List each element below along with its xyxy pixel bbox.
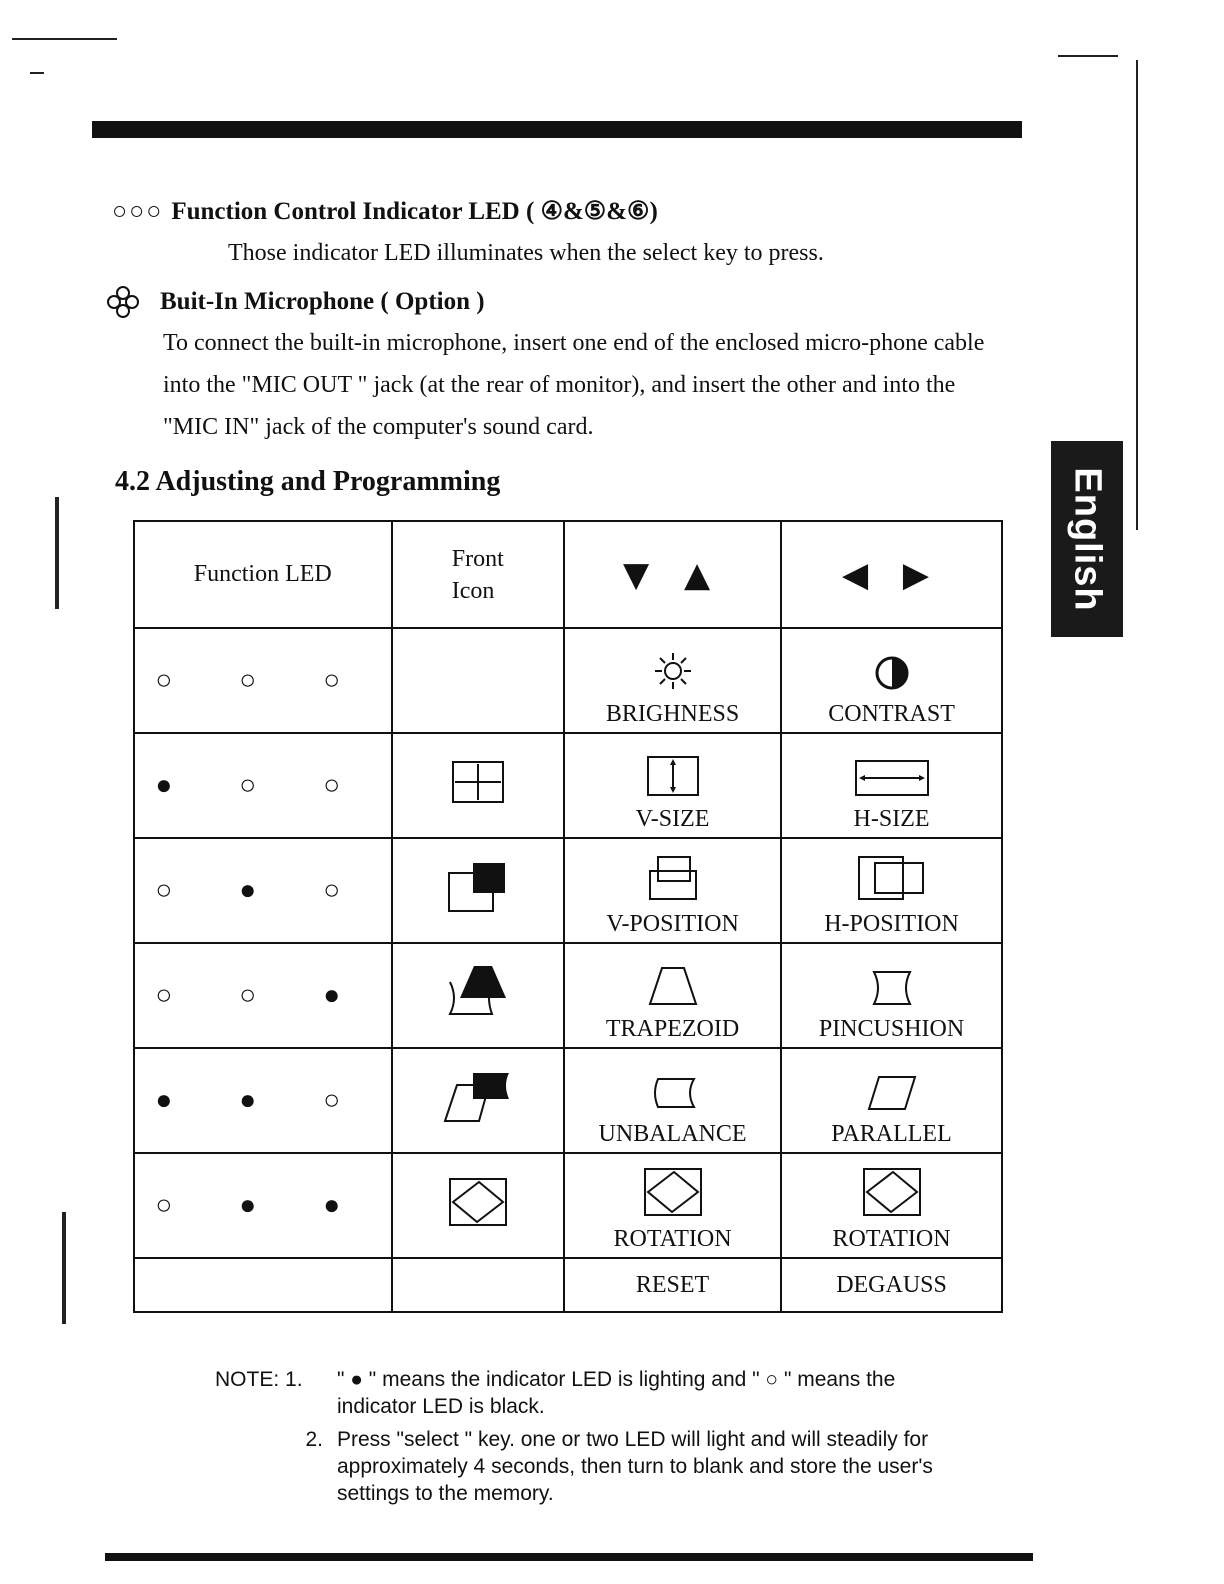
parallel-unbalance-icon — [443, 1071, 513, 1123]
header-front-icon-label: Front Icon — [451, 545, 504, 604]
front-icon-cell — [392, 943, 565, 1048]
front-icon-cell — [392, 1258, 565, 1312]
note-number: 2. — [305, 1428, 323, 1451]
unbalance-icon — [650, 1075, 696, 1111]
table-row — [134, 943, 1002, 1048]
v-position-icon — [648, 855, 698, 901]
note-text: Press "select " key. one or two LED will light and will steadily for approximately 4 seconds, then turn to blank and store the user's settings to the memory. — [337, 1428, 933, 1505]
led-state: ○ ○ ● — [134, 943, 392, 1048]
header-rule — [92, 121, 1022, 138]
position-icon — [447, 861, 509, 913]
reset-cell: RESET — [564, 1258, 781, 1312]
led-state: ● ● ○ — [134, 1048, 392, 1153]
updown-cell — [564, 943, 781, 1048]
half-circle-icon — [874, 655, 910, 691]
updown-label: UNBALANCE — [598, 1121, 747, 1147]
header-updown-arrows: ▼ ▲ — [564, 521, 781, 628]
updown-cell — [564, 1153, 781, 1258]
page-edge-line — [1136, 60, 1138, 530]
updown-label: ROTATION — [613, 1226, 732, 1252]
front-icon-cell — [392, 838, 565, 943]
header-function-led: Function LED — [134, 521, 392, 628]
note-label: NOTE: — [215, 1368, 280, 1391]
leftright-label: H-SIZE — [853, 806, 930, 832]
microphone-icon — [106, 285, 140, 319]
binding-mark-1 — [55, 497, 59, 609]
trapezoid-icon — [648, 966, 698, 1006]
updown-cell — [564, 1048, 781, 1153]
size-cross-icon — [452, 761, 504, 803]
adjust-table — [133, 520, 1003, 1313]
note-item — [215, 1366, 975, 1420]
led-state: ● ○ ○ — [134, 733, 392, 838]
table-row — [134, 628, 1002, 733]
table-row — [134, 1048, 1002, 1153]
front-icon-cell — [392, 733, 565, 838]
header-leftright-arrows: ◀ ▶ — [781, 521, 1002, 628]
binding-mark-2 — [62, 1212, 66, 1324]
updown-cell — [564, 838, 781, 943]
rotation-icon — [449, 1178, 507, 1226]
led-state: ○ ○ ○ — [134, 628, 392, 733]
table-row — [134, 733, 1002, 838]
front-icon-cell — [392, 1153, 565, 1258]
note-text: " ● " means the indicator LED is lighting and " ○ " means the indicator LED is black. — [337, 1368, 896, 1418]
v-size-icon — [647, 756, 699, 796]
function-led-heading — [112, 196, 658, 226]
language-tab — [1051, 441, 1123, 637]
updown-label: BRIGHNESS — [605, 701, 740, 727]
degauss-cell: DEGAUSS — [781, 1258, 1002, 1312]
updown-label: TRAPEZOID — [605, 1016, 740, 1042]
leftright-cell — [781, 838, 1002, 943]
leftright-cell — [781, 733, 1002, 838]
leftright-cell — [781, 1153, 1002, 1258]
microphone-text: To connect the built-in microphone, insert one end of the enclosed micro-phone cable into the "MIC OUT " jack (at the rear of monitor), and insert the other and into the "MIC IN" jack of the computer's sound card. — [163, 330, 985, 440]
note-item — [215, 1426, 975, 1507]
section-heading: 4.2 Adjusting and Programming — [115, 466, 501, 497]
front-icon-cell — [392, 628, 565, 733]
pincushion-icon — [872, 970, 912, 1006]
microphone-heading — [106, 285, 485, 319]
parallel-icon — [867, 1075, 917, 1111]
microphone-title: Buit-In Microphone ( Option ) — [160, 288, 485, 315]
scan-mark-top-right — [1058, 55, 1118, 57]
header-front-icon — [392, 521, 565, 628]
rotation-icon — [644, 1168, 702, 1216]
led-state — [134, 1258, 392, 1312]
leftright-cell — [781, 1048, 1002, 1153]
footer-rule — [105, 1553, 1033, 1561]
updown-cell — [564, 733, 781, 838]
h-position-icon — [857, 855, 927, 901]
led-circles: ○○○ — [112, 198, 164, 225]
leftright-label: PINCUSHION — [818, 1016, 965, 1042]
table-row — [134, 1258, 1002, 1312]
leftright-cell — [781, 628, 1002, 733]
front-icon-cell — [392, 1048, 565, 1153]
table-row — [134, 1153, 1002, 1258]
led-state: ○ ● ● — [134, 1153, 392, 1258]
note-number: 1. — [285, 1368, 303, 1391]
updown-cell — [564, 628, 781, 733]
led-state: ○ ● ○ — [134, 838, 392, 943]
language-tab-label: English — [1066, 466, 1109, 612]
scan-mark-top-left-small — [30, 72, 44, 74]
function-led-title: Function Control Indicator LED ( ④&⑤&⑥) — [171, 198, 658, 225]
function-led-text: Those indicator LED illuminates when the select key to press. — [228, 240, 824, 266]
leftright-label: CONTRAST — [828, 701, 955, 727]
rotation-icon — [863, 1168, 921, 1216]
updown-label: V-POSITION — [606, 911, 739, 937]
leftright-label: H-POSITION — [824, 911, 959, 937]
scan-mark-top-left — [12, 38, 117, 40]
table-header-row — [134, 521, 1002, 628]
updown-label: V-SIZE — [635, 806, 710, 832]
leftright-cell — [781, 943, 1002, 1048]
table-row — [134, 838, 1002, 943]
h-size-icon — [855, 760, 929, 796]
trapezoid-pin-icon — [446, 964, 510, 1020]
leftright-label: ROTATION — [832, 1226, 951, 1252]
sun-icon — [653, 651, 693, 691]
notes — [215, 1366, 975, 1507]
leftright-label: PARALLEL — [831, 1121, 952, 1147]
